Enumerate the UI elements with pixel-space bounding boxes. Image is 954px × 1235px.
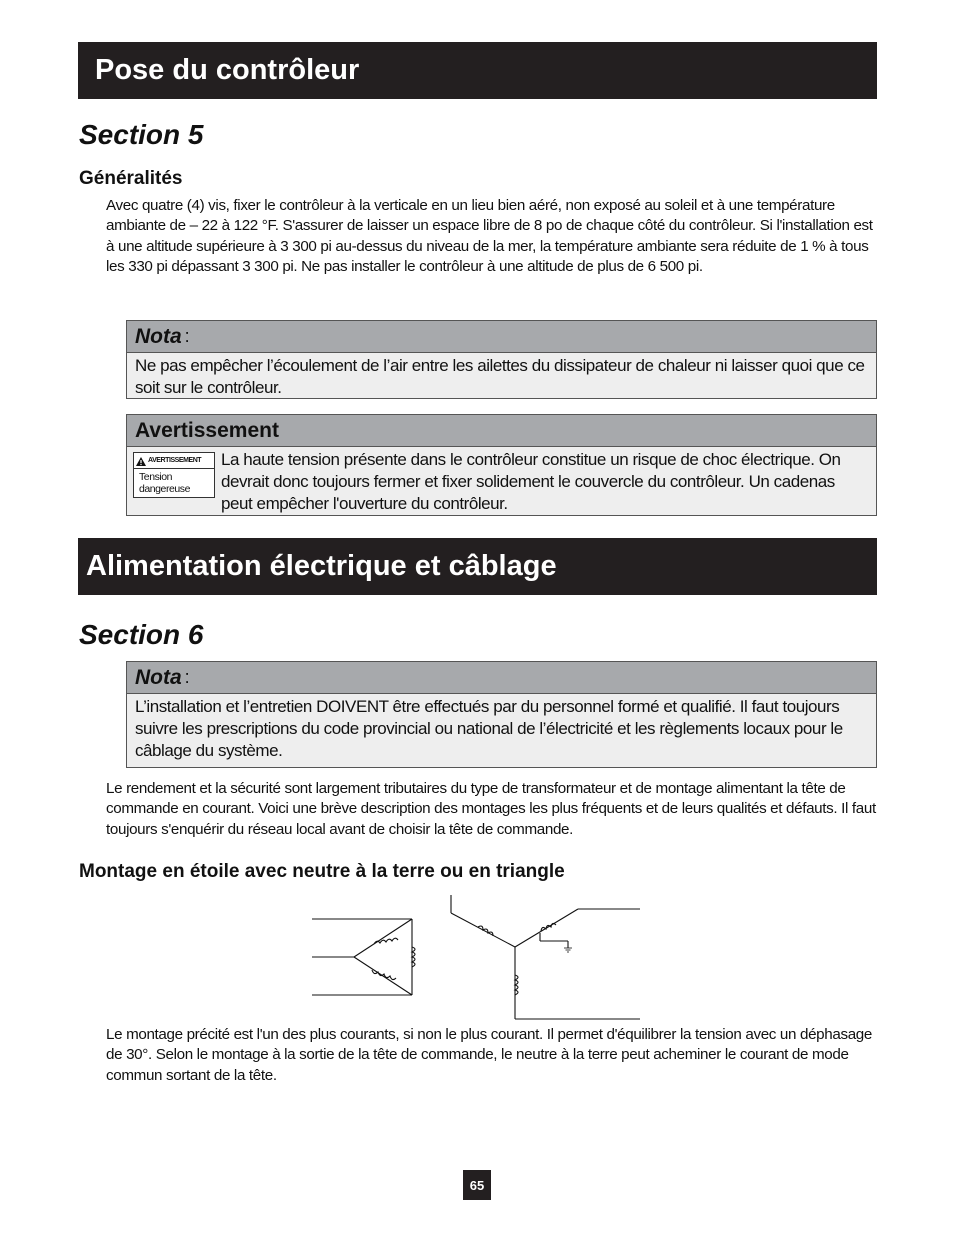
rendement-paragraph: Le rendement et la sécurité sont largement tributaires du type de transformateur et de montage alimentant la tête de commande en courant. Voici une brève description des montages les plus fréquents et de leurs qualités et défauts. Il faut toujours s'enquérir du réseau local avant de choisir la tête de commande.	[106, 780, 876, 838]
header-title: Pose du contrôleur	[95, 54, 360, 86]
header-title-2: Alimentation électrique et câblage	[86, 550, 557, 582]
avertissement-header	[127, 415, 876, 447]
warning-triangle-icon	[136, 457, 146, 466]
nota-label-2: Nota	[135, 665, 182, 689]
generalites-subhead: Généralités	[79, 168, 183, 189]
nota-text-2: L’installation et l’entretien DOIVENT être effectués par du personnel formé et qualifié. Il faut toujours suivre les prescriptions du code provincial ou national de l’électricité et les règlements locaux pour le câblage du système.	[135, 697, 843, 760]
nota-box-header	[127, 321, 876, 353]
nota-text: Ne pas empêcher l’écoulement de l’air entre les ailettes du dissipateur de chaleur ni laisser quoi que ce soit sur le contrôleur.	[135, 356, 865, 397]
section-5-title: Section 5	[79, 119, 204, 150]
wiring-diagram	[308, 885, 648, 1022]
wye-winding-icon	[451, 895, 640, 1019]
delta-winding-icon	[312, 919, 415, 995]
nota-box-header-2	[127, 662, 876, 694]
generalites-paragraph: Avec quatre (4) vis, fixer le contrôleur à la verticale en un lieu bien aéré, non exposé au soleil et à une température ambiante de – 22 à 122 °F. S'assurer de laisser un espace libre de 8 po de chaque côté du contrôleur. Si l'installation est à une altitude supérieure à 3 300 pi au-dessus du niveau de la mer, la température ambiante sera réduite de 1 % à tous les 330 pi dépassant 3 300 pi. Ne pas installer le contrôleur à une altitude de plus de 6 500 pi.	[106, 197, 873, 276]
nota-colon: :	[184, 326, 190, 346]
page-number: 65	[463, 1170, 491, 1200]
montage-paragraph: Le montage précité est l'un des plus courants, si non le plus courant. Il permet d'équilibrer la tension avec un déphasage de 30°. Selon le montage à la sortie de la tête de commande, le neutre à la terre peut acheminer le courant de mode commun sortant de la tête.	[106, 1026, 872, 1084]
avertissement-body	[127, 447, 876, 521]
warning-badge	[133, 452, 215, 498]
nota-colon-2: :	[184, 667, 190, 687]
avertissement-text: La haute tension présente dans le contrôleur constitue un risque de choc électrique. On devrait donc toujours fermer et fixer solidement le couvercle du contrôleur. Un cadenas peut empêcher l'ouverture du contrôleur.	[221, 450, 841, 513]
avertissement-label: Avertissement	[135, 418, 279, 442]
ground-icon	[564, 948, 572, 952]
montage-subhead: Montage en étoile avec neutre à la terre ou en triangle	[79, 861, 565, 882]
section-6-title: Section 6	[79, 619, 204, 650]
nota-label: Nota	[135, 324, 182, 348]
warning-badge-text: Tension dangereuse	[139, 471, 190, 495]
header-pose-du-controleur	[78, 42, 877, 99]
nota-box-section6	[126, 661, 877, 768]
warning-badge-title: AVERTISSEMENT	[148, 457, 202, 464]
nota-box-section5	[126, 320, 877, 399]
header-alimentation	[78, 538, 877, 595]
avertissement-box	[126, 414, 877, 516]
